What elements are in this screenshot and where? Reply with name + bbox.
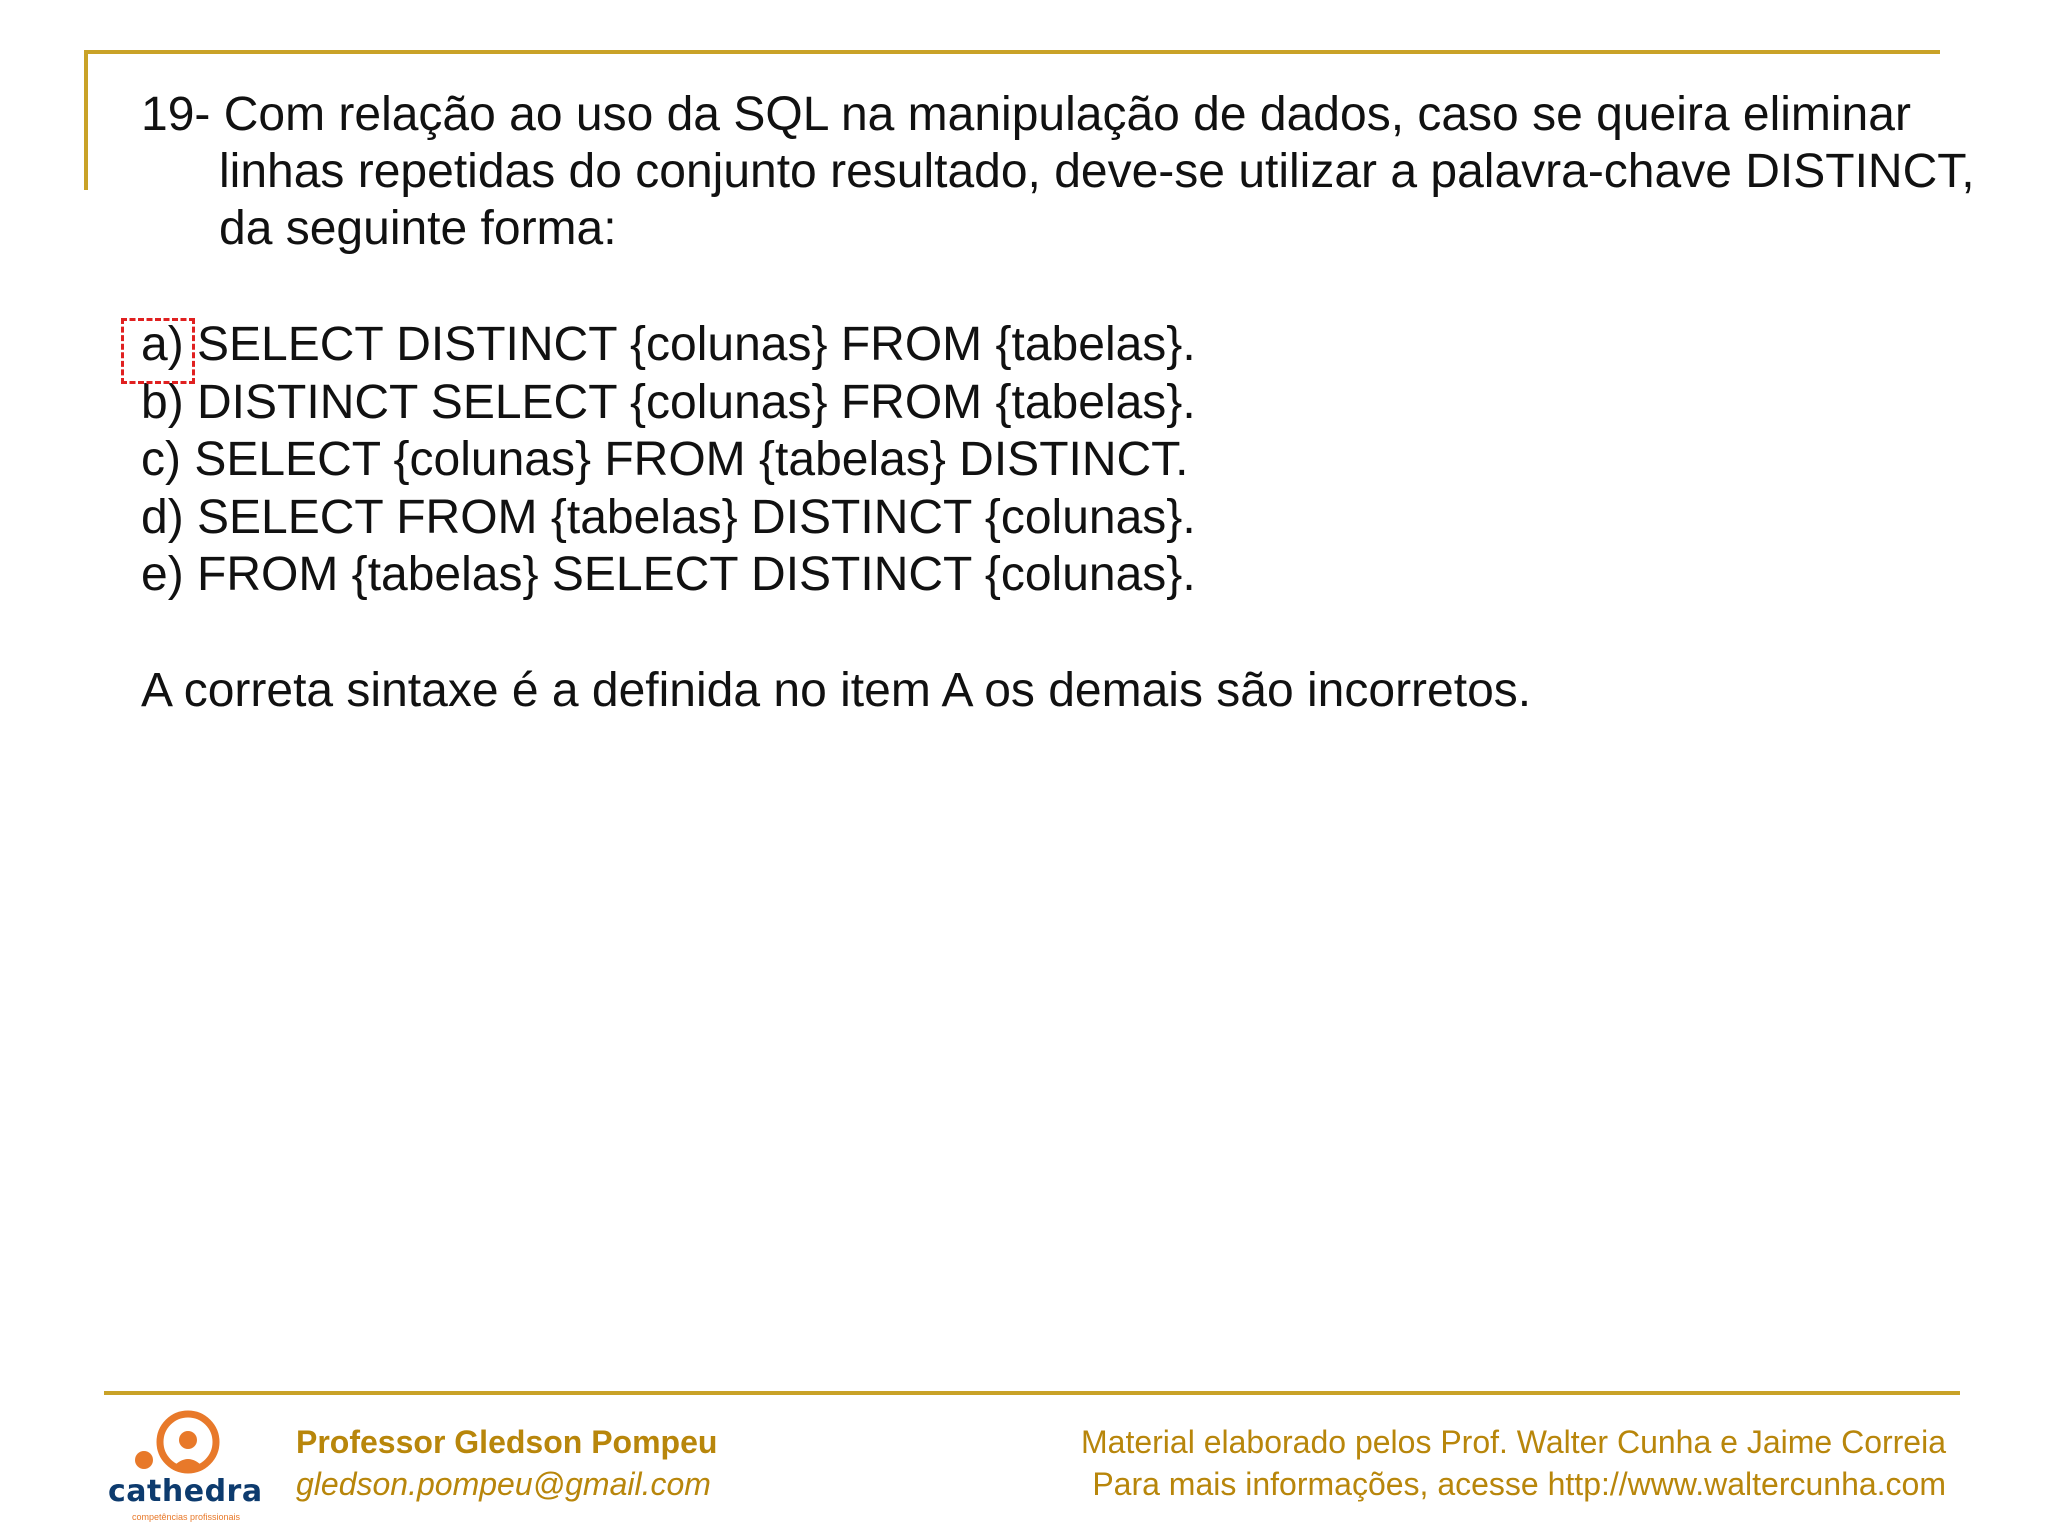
logo-tagline: competências profissionais bbox=[132, 1512, 241, 1522]
question-text: 19- Com relação ao uso da SQL na manipulação de dados, caso se queira eliminar linhas repetidas do conjunto resultado, deve-se utilizar a palavra-chave DISTINCT, da seguinte forma: bbox=[141, 88, 1975, 255]
slide-frame-top-border bbox=[84, 50, 1940, 54]
cathedra-logo bbox=[108, 1410, 268, 1520]
option-d: d) SELECT FROM {tabelas} DISTINCT {colunas}. bbox=[141, 490, 1196, 544]
answer-explanation: A correta sintaxe é a definida no item A os demais são incorretos. bbox=[141, 664, 1532, 717]
option-e: e) FROM {tabelas} SELECT DISTINCT {colunas}. bbox=[141, 548, 1196, 601]
professor-name: Professor Gledson Pompeu bbox=[296, 1424, 718, 1460]
footer-divider bbox=[104, 1391, 1960, 1395]
footer-credit-line-1: Material elaborado pelos Prof. Walter Cunha e Jaime Correia bbox=[1081, 1424, 1946, 1460]
slide-frame-left-border bbox=[84, 50, 88, 190]
answer-options-list bbox=[141, 316, 1196, 604]
option-a: a) SELECT DISTINCT {colunas} FROM {tabelas}. bbox=[141, 318, 1196, 371]
option-a-highlight-box bbox=[121, 318, 195, 384]
option-b: b) DISTINCT SELECT {colunas} FROM {tabelas}. bbox=[141, 375, 1196, 429]
logo-wordmark: cathedra bbox=[108, 1474, 263, 1509]
professor-email: gledson.pompeu@gmail.com bbox=[296, 1466, 711, 1502]
option-c: c) SELECT {colunas} FROM {tabelas} DISTINCT. bbox=[141, 433, 1189, 486]
footer-credit-line-2: Para mais informações, acesse http://www.waltercunha.com bbox=[1092, 1466, 1946, 1502]
